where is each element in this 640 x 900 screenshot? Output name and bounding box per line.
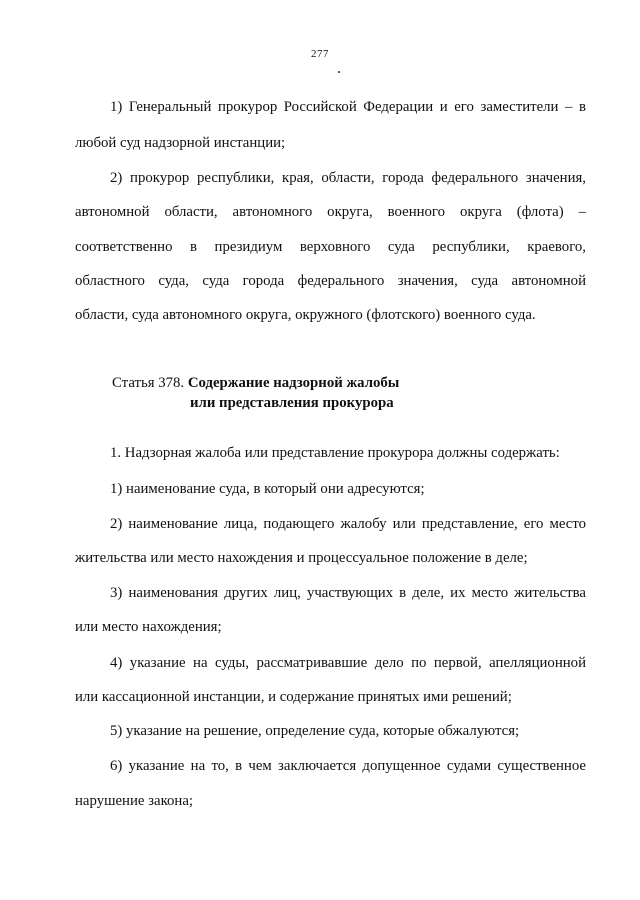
list-item-1: 1) наименование суда, в который они адресуются; [110,481,425,497]
item2-line2: автономной области, автономного округа, военного округа (флота) – [75,204,586,220]
para-1: 1. Надзорная жалоба или представление прокурора должны содержать: [110,445,560,461]
article-title-line2: или представления прокурора [190,395,394,411]
list-item-4-line2: или кассационной инстанции, и содержание принятых ими решений; [75,689,512,705]
article-heading [112,374,399,392]
list-item-6-line2: нарушение закона; [75,793,193,809]
item2-line3: соответственно в президиум верховного суда республики, краевого, [75,239,586,255]
list-item-2-line1: 2) наименование лица, подающего жалобу или представление, его место [110,516,586,532]
scan-dot [338,71,340,73]
item2-line1: 2) прокурор республики, края, области, города федерального значения, [110,170,586,186]
item1-line2: любой суд надзорной инстанции; [75,135,286,151]
item2-line4: областного суда, суда города федерального значения, суда автономной [75,273,586,289]
article-title-line1: Содержание надзорной жалобы [187,375,400,391]
list-item-3-line1: 3) наименования других лиц, участвующих в деле, их место жительства [110,585,586,601]
list-item-6-line1: 6) указание на то, в чем заключается допущенное судами существенное [110,758,586,774]
item2-line5: области, суда автономного округа, окружного (флотского) военного суда. [75,307,536,323]
list-item-4-line1: 4) указание на суды, рассматривавшие дело по первой, апелляционной [110,655,586,671]
article-prefix: Статья 378. [112,375,185,391]
item1-line1: 1) Генеральный прокурор Российской Федерации и его заместители – в [110,99,586,115]
list-item-5: 5) указание на решение, определение суда, которые обжалуются; [110,723,520,739]
list-item-2-line2: жительства или место нахождения и процессуальное положение в деле; [75,550,528,566]
list-item-3-line2: или место нахождения; [75,619,222,635]
page-number: 277 [311,48,329,60]
